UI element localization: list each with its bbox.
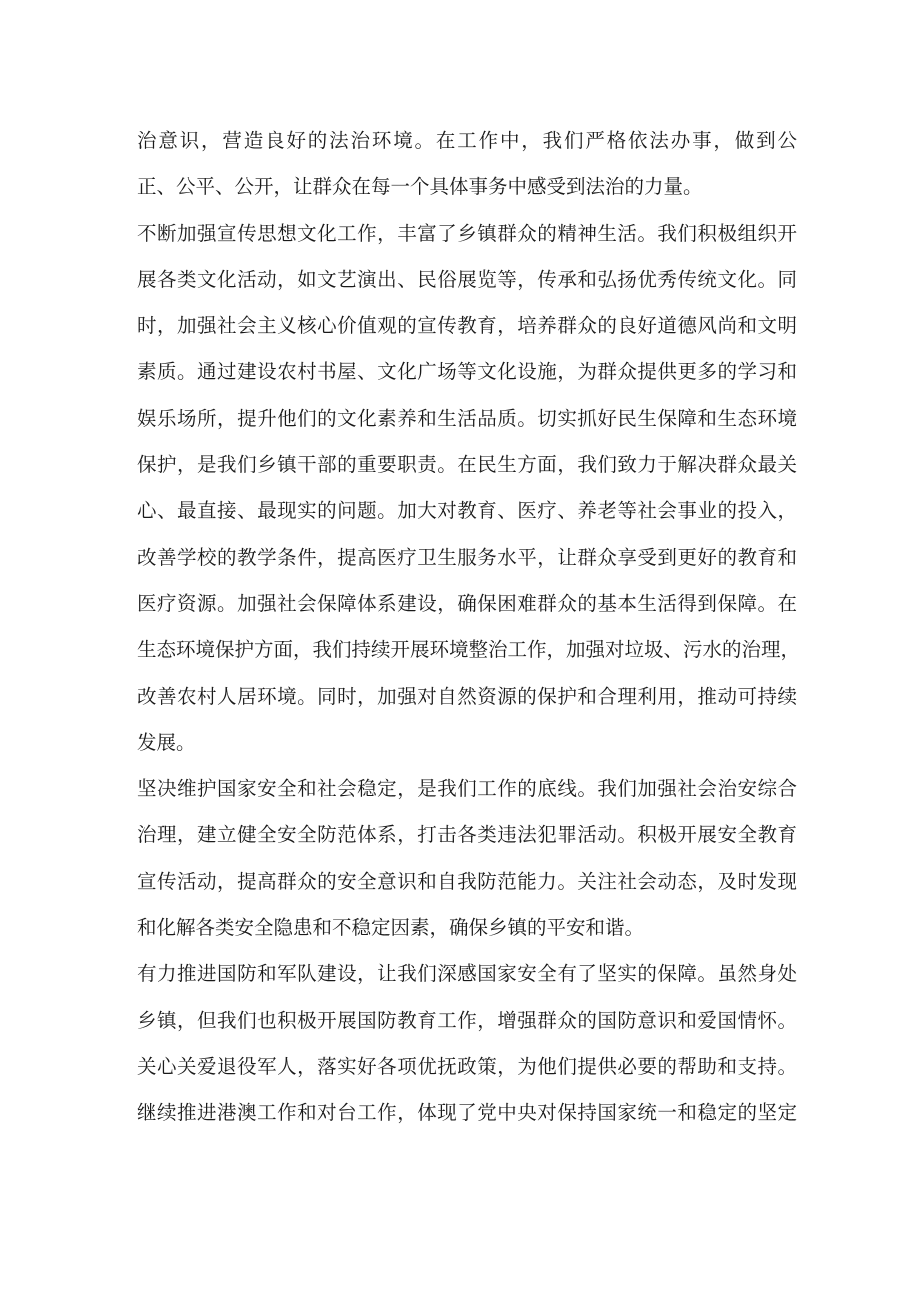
text-line: 医疗资源。加强社会保障体系建设，确保困难群众的基本生活得到保障。在 <box>137 591 797 615</box>
text-line: 改善农村人居环境。同时，加强对自然资源的保护和合理利用，推动可持续 <box>137 684 797 708</box>
body-text <box>137 118 801 1137</box>
text-line: 宣传活动，提高群众的安全意识和自我防范能力。关注社会动态，及时发现 <box>137 869 797 893</box>
text-line: 坚决维护国家安全和社会稳定，是我们工作的底线。我们加强社会治安综合 <box>137 777 797 801</box>
text-line: 时，加强社会主义核心价值观的宣传教育，培养群众的良好道德风尚和文明 <box>137 314 797 338</box>
text-line: 素质。通过建设农村书屋、文化广场等文化设施，为群众提供更多的学习和 <box>137 360 797 384</box>
text-line: 展各类文化活动，如文艺演出、民俗展览等，传承和弘扬优秀传统文化。同 <box>137 267 797 291</box>
paragraph <box>137 951 797 1136</box>
text-line: 乡镇，但我们也积极开展国防教育工作，增强群众的国防意识和爱国情怀。 <box>137 1008 797 1032</box>
text-line: 和化解各类安全隐患和不稳定因素，确保乡镇的平安和谐。 <box>137 916 645 940</box>
text-line: 心、最直接、最现实的问题。加大对教育、医疗、养老等社会事业的投入， <box>137 499 797 523</box>
text-line: 有力推进国防和军队建设，让我们深感国家安全有了坚实的保障。虽然身处 <box>137 962 797 986</box>
text-line: 生态环境保护方面，我们持续开展环境整治工作，加强对垃圾、污水的治理， <box>137 638 801 662</box>
text-line: 娱乐场所，提升他们的文化素养和生活品质。切实抓好民生保障和生态环境 <box>137 406 797 430</box>
text-line: 保护，是我们乡镇干部的重要职责。在民生方面，我们致力于解决群众最关 <box>137 453 797 477</box>
text-line: 关心关爱退役军人，落实好各项优抚政策，为他们提供必要的帮助和支持。 <box>137 1054 797 1078</box>
text-line: 继续推进港澳工作和对台工作，体现了党中央对保持国家统一和稳定的坚定 <box>137 1101 797 1125</box>
text-line: 正、公平、公开，让群众在每一个具体事务中感受到法治的力量。 <box>137 175 703 199</box>
text-line: 不断加强宣传思想文化工作，丰富了乡镇群众的精神生活。我们积极组织开 <box>137 221 797 245</box>
text-line: 治理，建立健全安全防范体系，打击各类违法犯罪活动。积极开展安全教育 <box>137 823 797 847</box>
text-line: 发展。 <box>137 730 196 754</box>
text-line: 治意识，营造良好的法治环境。在工作中，我们严格依法办事，做到公 <box>137 129 797 152</box>
paragraph <box>137 211 801 767</box>
paragraph <box>137 766 797 951</box>
text-line: 改善学校的教学条件，提高医疗卫生服务水平，让群众享受到更好的教育和 <box>137 545 797 569</box>
paragraph <box>137 118 797 211</box>
